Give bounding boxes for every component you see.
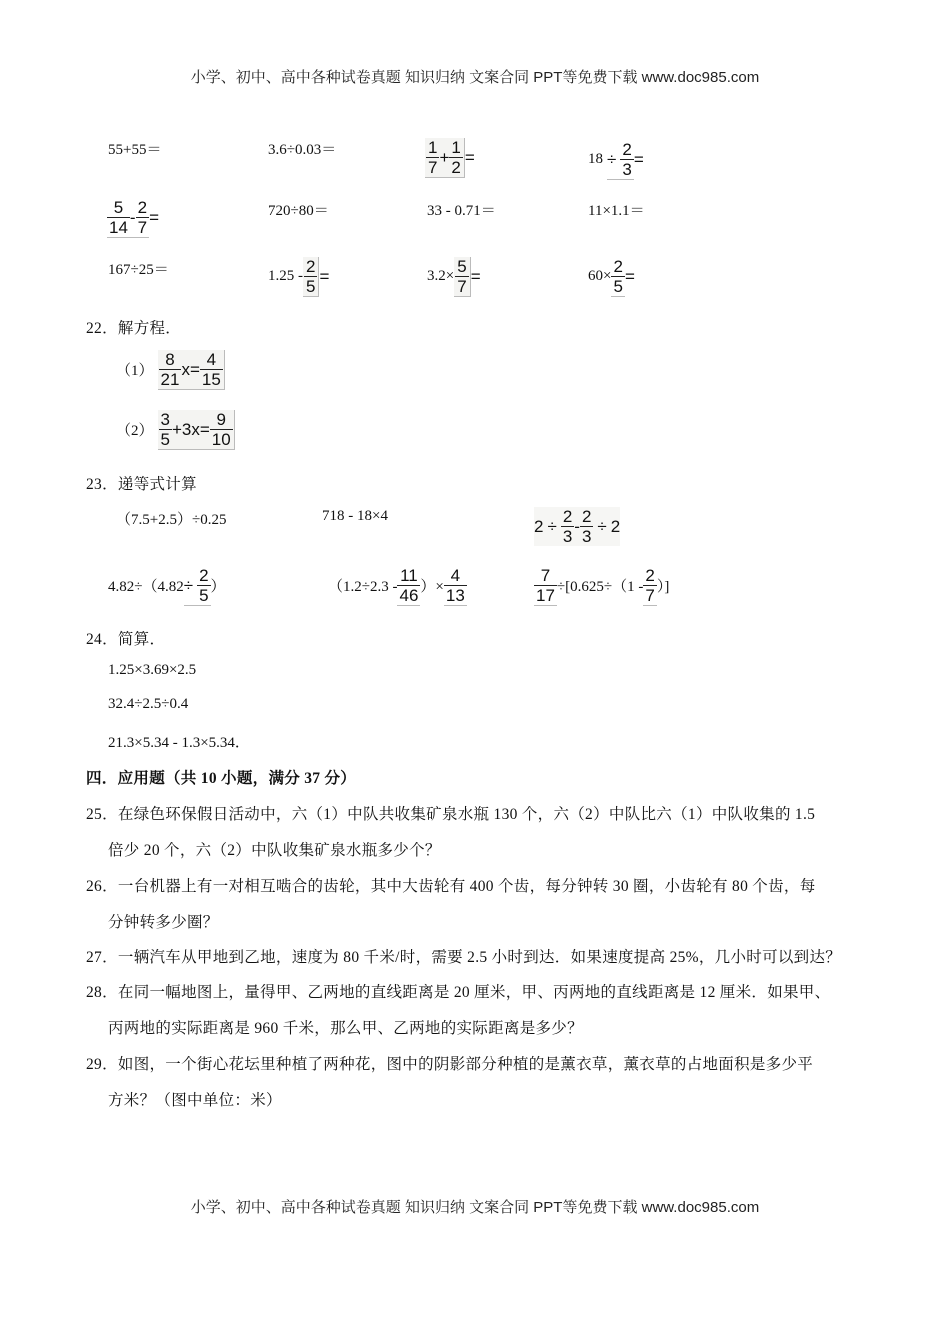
equals: = (470, 266, 481, 286)
item-label: （2） (116, 423, 154, 439)
expression: ） (210, 579, 226, 595)
denominator: 7 (428, 158, 438, 177)
item-label: （1） (116, 363, 154, 379)
denominator: 21 (160, 370, 180, 389)
numerator: 5 (457, 257, 467, 276)
number: 2 (610, 516, 621, 536)
q22-title: 22．解方程． (86, 320, 182, 337)
problem-number: 26． (86, 878, 118, 895)
numerator: 4 (444, 566, 467, 586)
numerator: 2 (199, 566, 209, 585)
problem-text: 一台机器上有一对相互啮合的齿轮，其中大齿轮有 400 个齿，每分钟转 30 圈，小齿轮有 80 个齿，每 (117, 878, 816, 895)
expression: 60× (588, 268, 612, 284)
calc-5-14-minus-2-7 (107, 198, 159, 238)
q24-item-1: 1.25×3.69×2.5 (108, 662, 197, 678)
q24-item-2: 32.4÷2.5÷0.4 (108, 696, 189, 712)
problem-26-line2: 分钟转多少圈？ (108, 914, 219, 931)
q23-expr-5 (328, 566, 467, 606)
denominator: 3 (581, 527, 592, 546)
q23-expr-2: 718 - 18×4 (322, 508, 388, 524)
problem-text: 如图，一个街心花坛里种植了两种花，图中的阴影部分种植的是薰衣草，薰衣草的占地面积是多少平 (117, 1056, 814, 1073)
numerator: 2 (581, 507, 592, 526)
calc-55-plus-55: 55+55＝ (108, 142, 162, 158)
calc-33-minus-0.71: 33 - 0.71＝ (427, 203, 496, 219)
problem-25 (86, 802, 815, 824)
calc-167-div-25: 167÷25＝ (108, 262, 169, 278)
denominator: 7 (137, 218, 148, 237)
numerator: 2 (137, 198, 148, 217)
operator: + (439, 147, 450, 167)
problem-28 (86, 980, 830, 1002)
problem-29-line2: 方米？（图中单位：米） (108, 1092, 282, 1109)
expression: ÷[0.625÷（1 - (556, 579, 644, 595)
denominator: 2 (451, 158, 461, 177)
denominator: 17 (536, 586, 555, 605)
numerator: 4 (200, 350, 223, 370)
calc-3.6-div-0.03: 3.6÷0.03＝ (268, 142, 337, 158)
q23-expr-1: （7.5+2.5）÷0.25 (116, 512, 227, 528)
equals: = (464, 147, 475, 167)
expression: （1.2÷2.3 - (328, 579, 398, 595)
problem-27 (86, 945, 841, 967)
q23-title: 23．递等式计算 (86, 476, 197, 493)
denominator: 7 (457, 277, 467, 296)
equals: = (624, 266, 635, 286)
numerator: 2 (622, 140, 632, 159)
number: 18 (588, 151, 603, 167)
problem-text: 在同一幅地图上，量得甲、乙两地的直线距离是 20 厘米，甲、丙两地的直线距离是 12 厘米．如果甲、 (117, 984, 831, 1001)
numerator: 7 (534, 566, 557, 586)
q23-expr-3 (534, 507, 620, 546)
q24-item-3: 21.3×5.34 - 1.3×5.34． (108, 735, 250, 751)
problem-25-line2: 倍少 20 个，六（2）中队收集矿泉水瓶多少个？ (108, 842, 441, 859)
expression: ）× (420, 579, 444, 595)
operator: ÷ (547, 516, 557, 536)
calc-18-div-2-3 (588, 140, 644, 180)
problem-text: 在绿色环保假日活动中，六（1）中队共收集矿泉水瓶 130 个，六（2）中队比六（1）中队收集的 1.5 (117, 806, 816, 823)
calc-1.25-minus-2-5 (268, 257, 329, 297)
denominator: 46 (399, 586, 419, 605)
operator: ÷ (607, 149, 617, 169)
numerator: 9 (210, 410, 233, 430)
denominator: 3 (562, 527, 573, 546)
numerator: 1 (428, 138, 438, 157)
denominator: 3 (622, 160, 632, 179)
numerator: 2 (306, 257, 316, 276)
equation-middle: x= (181, 359, 200, 379)
denominator: 7 (645, 586, 655, 605)
operator: - (129, 207, 136, 227)
calc-60-times-2-5 (588, 257, 635, 297)
footer-banner: 小学、初中、高中各种试卷真题 知识归纳 文案合同 PPT等免费下载 www.doc985.com (190, 1199, 760, 1216)
calc-3.2-times-5-7 (427, 257, 481, 297)
denominator: 13 (445, 586, 465, 605)
numerator: 2 (645, 566, 655, 585)
numerator: 11 (397, 566, 420, 586)
expression: 3.2× (427, 268, 455, 284)
problem-text: 一辆汽车从甲地到乙地，速度为 80 千米/时，需要 2.5 小时到达．如果速度提高 25%，几小时可以到达？ (117, 949, 842, 966)
numerator: 3 (160, 410, 170, 429)
denominator: 14 (109, 218, 128, 237)
section-4-title: 四．应用题（共 10 小题，满分 37 分） (86, 770, 357, 787)
calc-1-7-plus-1-2 (425, 138, 475, 178)
numerator: 2 (562, 507, 573, 526)
problem-number: 25． (86, 806, 118, 823)
header-banner: 小学、初中、高中各种试卷真题 知识归纳 文案合同 PPT等免费下载 www.doc985.com (190, 69, 760, 86)
q22-equation-2 (116, 410, 235, 450)
operator: - (574, 516, 580, 536)
numerator: 2 (613, 257, 623, 276)
denominator: 5 (199, 586, 209, 605)
number: 2 (534, 516, 544, 536)
expression: 1.25 - (268, 268, 303, 284)
denominator: 5 (306, 277, 316, 296)
problem-29 (86, 1052, 813, 1074)
operator: ÷ (597, 516, 607, 536)
equation-middle: +3x= (171, 419, 210, 439)
q23-expr-6 (534, 566, 669, 606)
operator: ÷ (183, 575, 194, 595)
q23-expr-4 (108, 566, 226, 606)
calc-720-div-80: 720÷80＝ (268, 203, 329, 219)
denominator: 10 (211, 430, 231, 449)
numerator: 8 (159, 350, 182, 370)
problem-number: 27． (86, 949, 118, 966)
expression: 4.82÷（4.82 (108, 579, 184, 595)
denominator: 5 (160, 430, 170, 449)
denominator: 5 (613, 277, 623, 296)
equals: = (149, 207, 159, 227)
problem-26 (86, 874, 816, 896)
numerator: 5 (107, 198, 130, 218)
denominator: 15 (201, 370, 221, 389)
numerator: 1 (451, 138, 461, 157)
problem-28-line2: 丙两地的实际距离是 960 千米，那么甲、乙两地的实际距离是多少？ (108, 1020, 583, 1037)
expression: ）] (656, 579, 670, 595)
q24-title: 24．简算． (86, 631, 166, 648)
problem-number: 28． (86, 984, 118, 1001)
q22-equation-1 (116, 350, 225, 390)
calc-11-times-1.1: 11×1.1＝ (588, 203, 645, 219)
equals: = (319, 266, 330, 286)
problem-number: 29． (86, 1056, 118, 1073)
equals: = (633, 149, 644, 169)
